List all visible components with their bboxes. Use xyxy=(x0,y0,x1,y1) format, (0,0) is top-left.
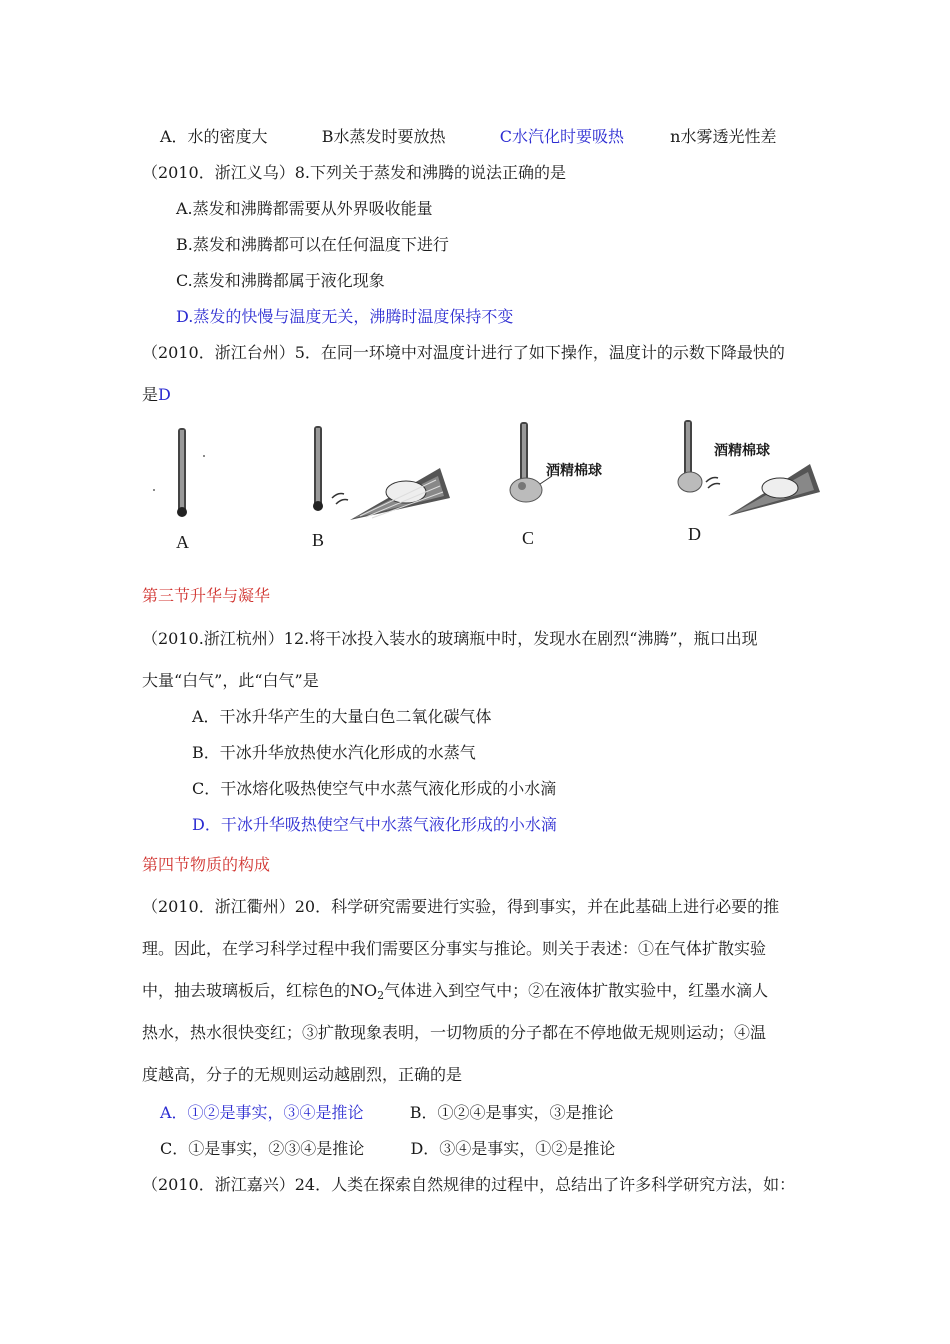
q12-stem-line2: 大量“白气”，此“白气”是 xyxy=(142,671,319,690)
figure-c-label: C xyxy=(522,528,535,548)
q5-stem-prefix: 是 xyxy=(142,385,159,404)
q20-line3-subscript: 2 xyxy=(377,989,385,1002)
q12-option-c: C．干冰熔化吸热使空气中水蒸气液化形成的小水滴 xyxy=(192,779,557,798)
q12-option-a: A．干冰升华产生的大量白色二氧化碳气体 xyxy=(192,707,492,726)
q12-stem-line1: （2010.浙江杭州）12.将干冰投入装水的玻璃瓶中时，发现水在剧烈“沸腾”，瓶口出现 xyxy=(142,629,758,648)
evap-option-c: C水汽化时要吸热 xyxy=(499,127,624,146)
figure-d xyxy=(670,420,820,560)
q5-stem-line2 xyxy=(142,384,171,406)
q12-option-d: D．干冰升华吸热使空气中水蒸气液化形成的小水滴 xyxy=(192,815,557,834)
section3-title: 第三节升华与凝华 xyxy=(142,586,271,605)
thermometer-cotton-c-icon xyxy=(500,420,640,560)
figure-c-cotton-label: 酒精棉球 xyxy=(546,463,602,479)
q5-answer: D xyxy=(158,385,171,404)
figure-b-label: B xyxy=(312,530,325,550)
section4-title: 第四节物质的构成 xyxy=(142,855,271,874)
q5-stem-line1: （2010．浙江台州）5．在同一环境中对温度计进行了如下操作，温度计的示数下降最快的 xyxy=(142,343,785,362)
q8-option-d: D.蒸发的快慢与温度无关，沸腾时温度保持不变 xyxy=(176,307,514,326)
figure-b xyxy=(280,420,460,560)
q24-line1: （2010．浙江嘉兴）24．人类在探索自然规律的过程中，总结出了许多科学研究方法，如： xyxy=(142,1175,796,1194)
figure-a-label: A xyxy=(176,532,189,552)
q20-line3-pre: 中，抽去玻璃板后，红棕色的NO xyxy=(142,981,378,1000)
evap-option-b: B水蒸发时要放热 xyxy=(321,127,446,146)
evap-option-a: A．水的密度大 xyxy=(160,127,268,146)
thermometer-figures xyxy=(140,420,820,560)
evap-options-row xyxy=(160,126,776,148)
figure-d-cotton-label: 酒精棉球 xyxy=(714,443,770,459)
figure-d-label: D xyxy=(688,524,701,544)
thermometer-a-icon xyxy=(140,420,250,560)
q20-line4: 热水，热水很快变红；③扩散现象表明，一切物质的分子都在不停地做无规则运动；④温 xyxy=(142,1023,767,1042)
q12-option-b: B．干冰升华放热使水汽化形成的水蒸气 xyxy=(192,743,476,762)
q20-line2: 理。因此，在学习科学过程中我们需要区分事实与推论。则关于表述：①在气体扩散实验 xyxy=(142,939,767,958)
q8-option-c: C.蒸发和沸腾都属于液化现象 xyxy=(176,271,385,290)
q20-option-b: B．①②④是事实，③是推论 xyxy=(409,1103,614,1122)
q20-line3-post: 气体进入到空气中；②在液体扩散实验中，红墨水滴人 xyxy=(384,981,769,1000)
q20-options-row2 xyxy=(160,1138,615,1160)
q20-line1: （2010．浙江衢州）20．科学研究需要进行实验，得到事实，并在此基础上进行必要的推 xyxy=(142,897,780,916)
q8-option-a: A.蒸发和沸腾都需要从外界吸收能量 xyxy=(176,199,433,218)
q20-line3 xyxy=(142,980,768,1002)
thermometer-fan-b-icon xyxy=(280,420,460,560)
figure-c xyxy=(500,420,640,560)
q20-option-d: D．③④是事实，①②是推论 xyxy=(410,1139,616,1158)
q20-option-c: C．①是事实，②③④是推论 xyxy=(160,1139,365,1158)
q20-options-row1 xyxy=(160,1102,614,1124)
figure-a xyxy=(140,420,250,560)
q8-option-b: B.蒸发和沸腾都可以在任何温度下进行 xyxy=(176,235,449,254)
q20-option-a: A．①②是事实，③④是推论 xyxy=(160,1103,364,1122)
evap-option-d: n水雾透光性差 xyxy=(670,127,777,146)
q8-stem: （2010．浙江义乌）8.下列关于蒸发和沸腾的说法正确的是 xyxy=(142,163,566,182)
q20-line5: 度越高，分子的无规则运动越剧烈，正确的是 xyxy=(142,1065,463,1084)
